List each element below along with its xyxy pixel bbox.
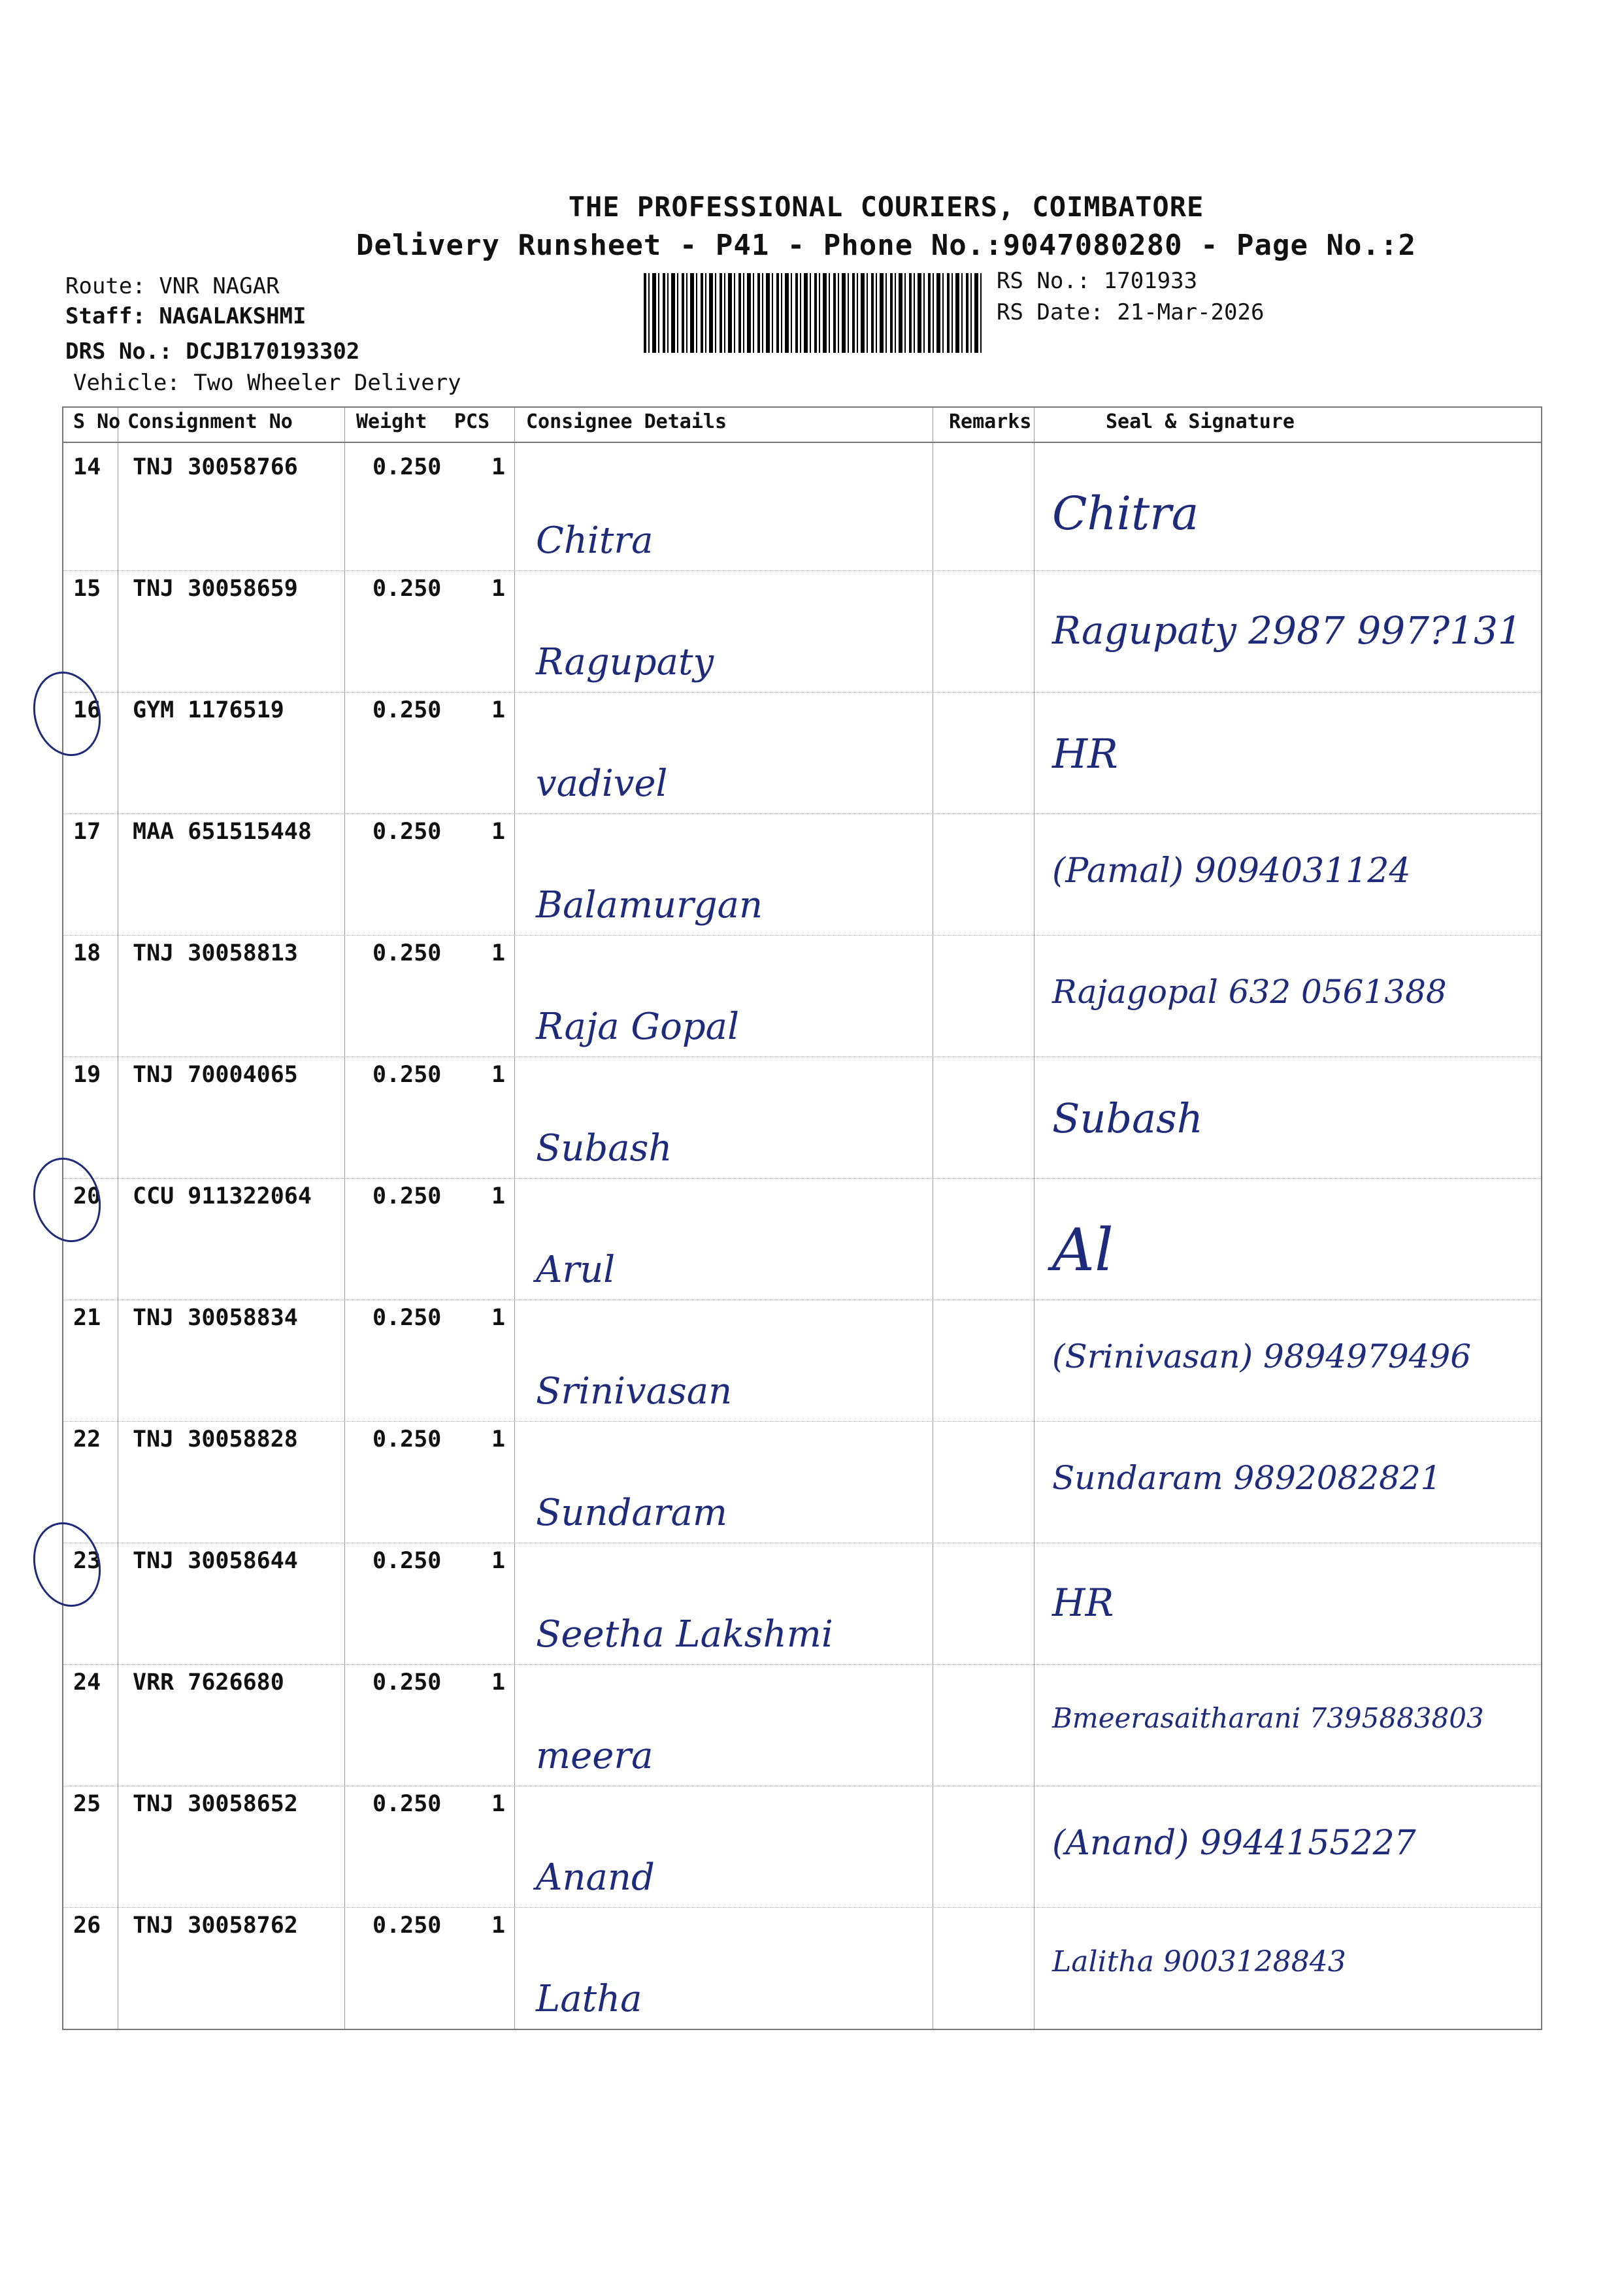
row-sno: 19 xyxy=(73,1062,101,1088)
route-label: Route: xyxy=(65,273,146,299)
row-weight: 0.250 xyxy=(372,1062,442,1088)
row-pcs: 1 xyxy=(491,1669,506,1696)
row-consignment-no: MAA 651515448 xyxy=(133,819,312,845)
vehicle-line xyxy=(73,370,461,396)
row-divider xyxy=(63,1178,1541,1179)
runsheet-subtitle: Delivery Runsheet - P41 - Phone No.:9047080280 - Page No.:2 xyxy=(356,229,1416,262)
handwritten-consignee-name: vadivel xyxy=(536,763,668,805)
handwritten-signature: Sundaram 9892082821 xyxy=(1052,1459,1442,1497)
row-consignment-no: TNJ 70004065 xyxy=(133,1062,298,1088)
handwritten-signature: Lalitha 9003128843 xyxy=(1052,1945,1346,1978)
row-weight: 0.250 xyxy=(372,576,442,602)
row-divider xyxy=(63,1907,1541,1908)
handwritten-signature: (Srinivasan) 9894979496 xyxy=(1052,1337,1472,1375)
rs-date-value: 21-Mar-2026 xyxy=(1117,299,1265,325)
row-consignment-no: TNJ 30058659 xyxy=(133,576,298,602)
staff-label: Staff: xyxy=(65,303,146,329)
row-consignment-no: GYM 1176519 xyxy=(133,697,284,723)
handwritten-consignee-name: Anand xyxy=(536,1856,655,1899)
handwritten-signature: (Pamal) 9094031124 xyxy=(1052,851,1411,891)
col-header-seal: Seal & Signature xyxy=(1106,410,1295,433)
row-weight: 0.250 xyxy=(372,697,442,723)
row-sno: 20 xyxy=(73,1183,101,1209)
vehicle-label: Vehicle: xyxy=(73,370,180,396)
row-consignment-no: TNJ 30058762 xyxy=(133,1912,298,1939)
handwritten-consignee-name: Subash xyxy=(536,1127,672,1170)
row-pcs: 1 xyxy=(491,819,506,845)
row-divider xyxy=(63,813,1541,814)
handwritten-signature: Ragupaty 2987 997?131 xyxy=(1052,608,1522,653)
row-consignment-no: TNJ 30058828 xyxy=(133,1426,298,1452)
row-sno: 22 xyxy=(73,1426,101,1452)
drs-value: DCJB170193302 xyxy=(186,338,360,365)
row-weight: 0.250 xyxy=(372,1426,442,1452)
row-sno: 23 xyxy=(73,1548,101,1574)
row-divider xyxy=(63,1421,1541,1422)
col-header-remarks: Remarks xyxy=(949,410,1032,433)
vehicle-value: Two Wheeler Delivery xyxy=(193,370,461,396)
handwritten-consignee-name: Ragupaty xyxy=(536,641,714,683)
row-sno: 15 xyxy=(73,576,101,602)
row-weight: 0.250 xyxy=(372,1305,442,1331)
row-pcs: 1 xyxy=(491,1305,506,1331)
row-pcs: 1 xyxy=(491,1426,506,1452)
drs-line xyxy=(65,338,359,365)
row-consignment-no: TNJ 30058644 xyxy=(133,1548,298,1574)
row-sno: 24 xyxy=(73,1669,101,1696)
handwritten-consignee-name: Latha xyxy=(536,1978,642,2020)
drs-label: DRS No.: xyxy=(65,338,173,365)
row-weight: 0.250 xyxy=(372,454,442,480)
row-sno: 25 xyxy=(73,1791,101,1817)
handwritten-signature: Rajagopal 632 0561388 xyxy=(1052,973,1447,1011)
row-weight: 0.250 xyxy=(372,1912,442,1939)
row-pcs: 1 xyxy=(491,1791,506,1817)
handwritten-consignee-name: Balamurgan xyxy=(536,884,763,927)
row-pcs: 1 xyxy=(491,1548,506,1574)
barcode-image xyxy=(644,273,984,353)
row-sno: 26 xyxy=(73,1912,101,1939)
row-sno: 17 xyxy=(73,819,101,845)
row-divider xyxy=(63,570,1541,571)
handwritten-signature: HR xyxy=(1052,730,1118,778)
row-weight: 0.250 xyxy=(372,1669,442,1696)
handwritten-consignee-name: Seetha Lakshmi xyxy=(536,1613,833,1656)
row-sno: 18 xyxy=(73,940,101,966)
rs-date-label: RS Date: xyxy=(997,299,1104,325)
row-consignment-no: TNJ 30058766 xyxy=(133,454,298,480)
rs-no-line xyxy=(997,268,1197,294)
handwritten-signature: Al xyxy=(1052,1216,1114,1285)
handwritten-signature: HR xyxy=(1052,1581,1114,1625)
row-consignment-no: VRR 7626680 xyxy=(133,1669,284,1696)
handwritten-consignee-name: Srinivasan xyxy=(536,1370,733,1413)
handwritten-consignee-name: Raja Gopal xyxy=(536,1006,739,1048)
row-consignment-no: CCU 911322064 xyxy=(133,1183,312,1209)
row-pcs: 1 xyxy=(491,1183,506,1209)
row-weight: 0.250 xyxy=(372,940,442,966)
row-weight: 0.250 xyxy=(372,819,442,845)
row-pcs: 1 xyxy=(491,697,506,723)
handwritten-consignee-name: meera xyxy=(536,1735,654,1777)
col-header-consignment: Consignment No xyxy=(127,410,293,433)
handwritten-consignee-name: Chitra xyxy=(536,519,654,562)
route-value: VNR NAGAR xyxy=(159,273,280,299)
rs-date-line xyxy=(997,299,1264,325)
row-pcs: 1 xyxy=(491,940,506,966)
row-consignment-no: TNJ 30058813 xyxy=(133,940,298,966)
row-divider xyxy=(63,1664,1541,1665)
col-header-sno: S No xyxy=(73,410,121,433)
row-weight: 0.250 xyxy=(372,1183,442,1209)
row-weight: 0.250 xyxy=(372,1791,442,1817)
row-sno: 21 xyxy=(73,1305,101,1331)
handwritten-consignee-name: Sundaram xyxy=(536,1492,727,1534)
row-pcs: 1 xyxy=(491,576,506,602)
row-divider xyxy=(63,935,1541,936)
row-weight: 0.250 xyxy=(372,1548,442,1574)
handwritten-signature: Bmeerasaitharani 7395883803 xyxy=(1052,1702,1484,1734)
row-pcs: 1 xyxy=(491,1062,506,1088)
rs-no-label: RS No.: xyxy=(997,268,1091,294)
handwritten-signature: Chitra xyxy=(1052,487,1199,540)
staff-value: NAGALAKSHMI xyxy=(159,303,306,329)
row-sno: 16 xyxy=(73,697,101,723)
route-line xyxy=(65,273,280,299)
handwritten-signature: (Anand) 9944155227 xyxy=(1052,1824,1416,1863)
col-header-pcs: PCS xyxy=(454,410,490,433)
col-header-consignee: Consignee Details xyxy=(526,410,727,433)
staff-line xyxy=(65,303,306,329)
row-pcs: 1 xyxy=(491,1912,506,1939)
row-consignment-no: TNJ 30058652 xyxy=(133,1791,298,1817)
col-header-weight: Weight xyxy=(356,410,427,433)
handwritten-signature: Subash xyxy=(1052,1094,1203,1142)
row-pcs: 1 xyxy=(491,454,506,480)
handwritten-consignee-name: Arul xyxy=(536,1249,616,1291)
row-consignment-no: TNJ 30058834 xyxy=(133,1305,298,1331)
row-sno: 14 xyxy=(73,454,101,480)
company-title: THE PROFESSIONAL COURIERS, COIMBATORE xyxy=(568,191,1204,223)
row-divider xyxy=(63,692,1541,693)
header-divider xyxy=(63,442,1541,443)
rs-no-value: 1701933 xyxy=(1103,268,1198,294)
